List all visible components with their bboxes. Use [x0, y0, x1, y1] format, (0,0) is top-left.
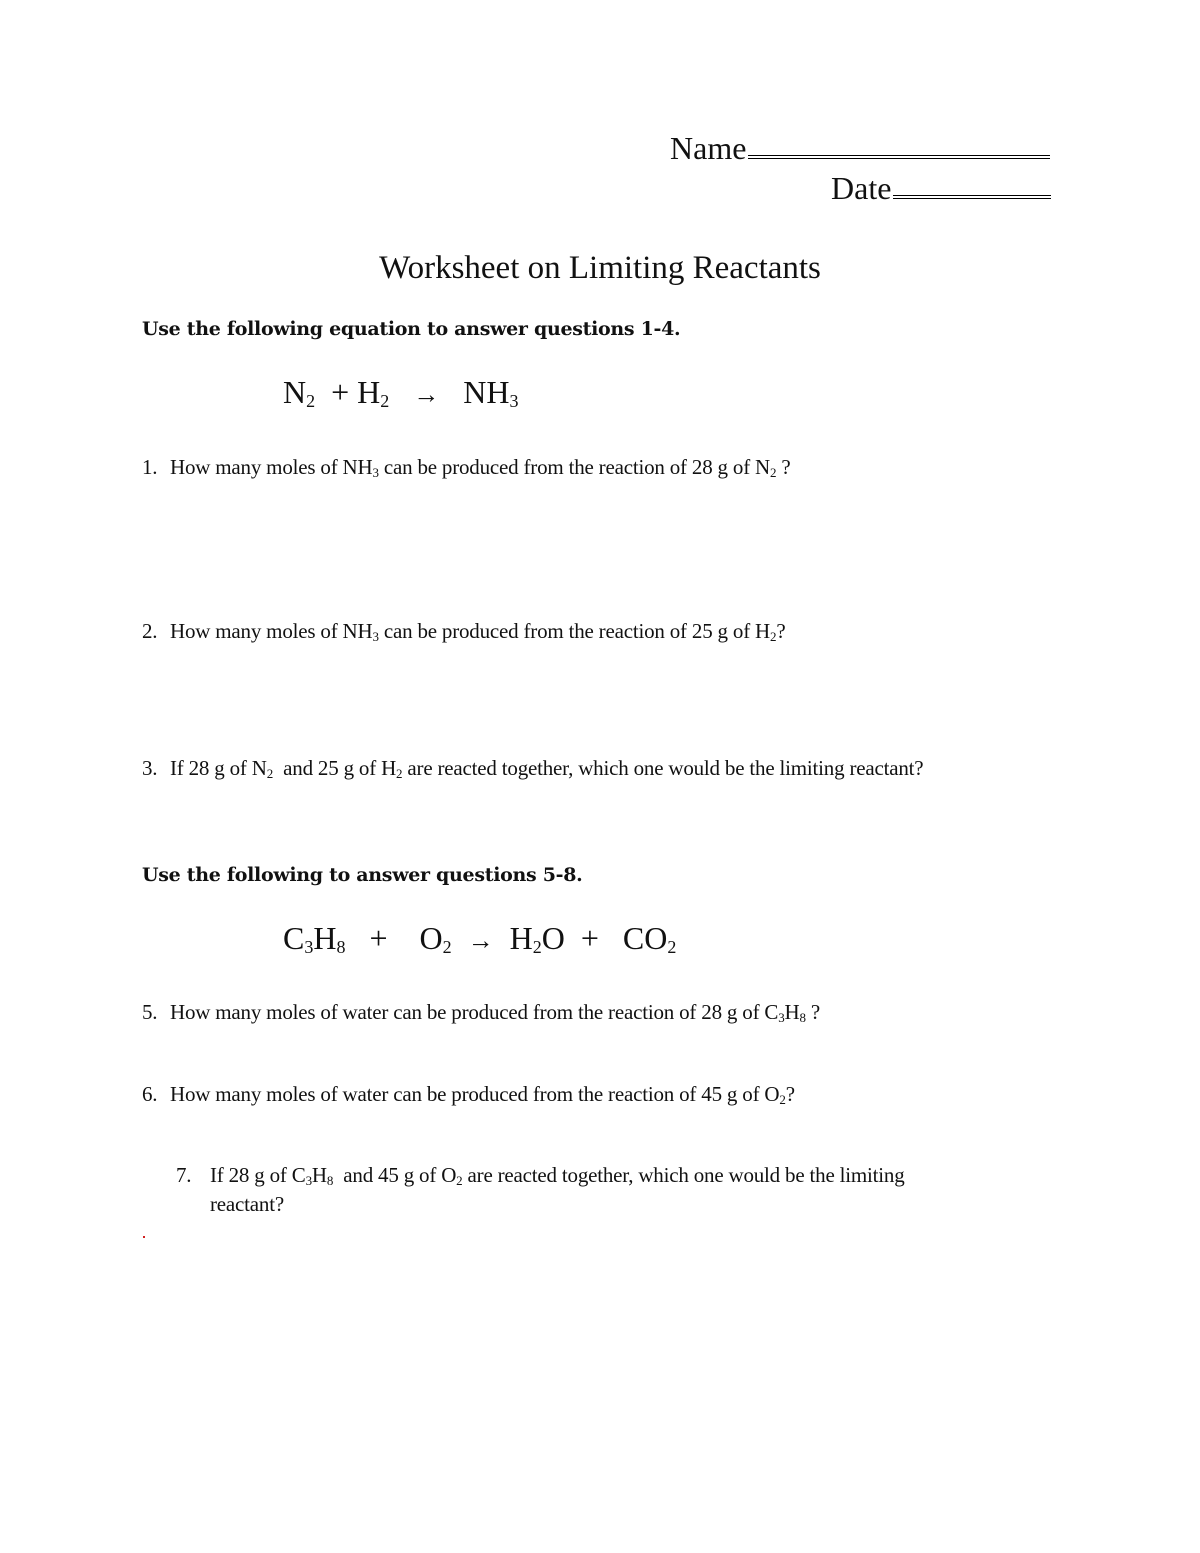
question-text: How many moles of water can be produced from the reaction of 45 g of O [170, 1082, 780, 1106]
section1-equation [283, 374, 518, 412]
question-text: How many moles of water can be produced from the reaction of 28 g of C [170, 1000, 779, 1024]
eq2-carbon-dioxide: CO [622, 920, 668, 956]
question-number: 6. [142, 1082, 158, 1106]
question-text: are reacted together, which one would be the limiting reactant? [402, 756, 924, 780]
question-text: and 25 g of H [273, 756, 397, 780]
question-text: ? [776, 619, 786, 643]
eq1-product-subscript: 3 [509, 391, 519, 411]
question-text: and 45 g of O [333, 1163, 457, 1187]
eq2-carbon: C [283, 920, 305, 956]
eq1-product: NH [463, 374, 510, 410]
question-text: ? [776, 455, 791, 479]
subscript: 2 [266, 766, 274, 781]
eq2-carbon-dioxide-subscript: 2 [667, 937, 677, 957]
eq2-plus: + [369, 920, 388, 956]
eq2-arrow: → [467, 926, 494, 955]
question-text: are reacted together, which one would be the limiting [462, 1163, 905, 1187]
name-label: Name [670, 130, 747, 166]
question-1 [142, 455, 790, 481]
subscript: 8 [799, 1010, 806, 1025]
eq2-water-o: O [541, 920, 565, 956]
question-text: can be produced from the reaction of 25 g of H [378, 619, 770, 643]
date-field[interactable] [831, 170, 1051, 207]
subscript: 2 [456, 1173, 463, 1188]
subscript: 8 [326, 1173, 334, 1188]
subscript: 3 [778, 1010, 785, 1025]
subscript: 3 [372, 629, 379, 644]
subscript: 2 [770, 629, 777, 644]
eq2-carbon-subscript: 3 [304, 937, 314, 957]
eq2-plus: + [580, 920, 599, 956]
page-title: Worksheet on Limiting Reactants [379, 250, 821, 286]
question-text: How many moles of NH [170, 455, 373, 479]
question-text: H [784, 1000, 800, 1024]
eq1-reactant2-subscript: 2 [380, 391, 390, 411]
date-label: Date [831, 170, 892, 206]
subscript: 2 [779, 1092, 786, 1107]
name-blank-line[interactable] [748, 149, 1050, 159]
question-7-continuation: reactant? [210, 1192, 284, 1216]
eq1-reactant1: N [283, 374, 307, 410]
eq2-hydrogen: H [313, 920, 337, 956]
section1-instruction: Use the following equation to answer questions 1-4. [142, 318, 681, 340]
question-text: If 28 g of C [210, 1163, 306, 1187]
section2-equation [283, 920, 676, 958]
stray-mark [143, 1236, 145, 1238]
subscript: 2 [396, 766, 403, 781]
question-text: How many moles of NH [170, 619, 373, 643]
question-number: 2. [142, 619, 158, 643]
question-7 [176, 1163, 905, 1189]
subscript: 3 [305, 1173, 312, 1188]
date-blank-line[interactable] [893, 189, 1051, 199]
question-text: ? [805, 1000, 820, 1024]
eq1-arrow: → [413, 380, 440, 409]
question-text: can be produced from the reaction of 28 g of N [378, 455, 770, 479]
eq2-water-subscript: 2 [532, 937, 542, 957]
question-number: 1. [142, 455, 158, 479]
eq2-water-h: H [509, 920, 533, 956]
eq2-oxygen: O [419, 920, 443, 956]
question-text: If 28 g of N [170, 756, 267, 780]
subscript: 3 [372, 465, 379, 480]
question-6 [142, 1082, 795, 1108]
question-text: ? [785, 1082, 795, 1106]
section2-instruction: Use the following to answer questions 5-8. [142, 864, 583, 886]
question-number: 3. [142, 756, 158, 780]
question-number: 5. [142, 1000, 158, 1024]
question-number: 7. [176, 1163, 192, 1187]
eq1-reactant1-subscript: 2 [306, 391, 316, 411]
question-5 [142, 1000, 820, 1026]
eq2-hydrogen-subscript: 8 [336, 937, 346, 957]
question-3 [142, 756, 923, 782]
eq1-reactant2: H [357, 374, 381, 410]
question-text: H [311, 1163, 327, 1187]
subscript: 2 [770, 465, 777, 480]
eq2-oxygen-subscript: 2 [442, 937, 452, 957]
eq1-plus: + [331, 374, 350, 410]
question-2 [142, 619, 785, 645]
name-field[interactable] [670, 130, 1050, 167]
